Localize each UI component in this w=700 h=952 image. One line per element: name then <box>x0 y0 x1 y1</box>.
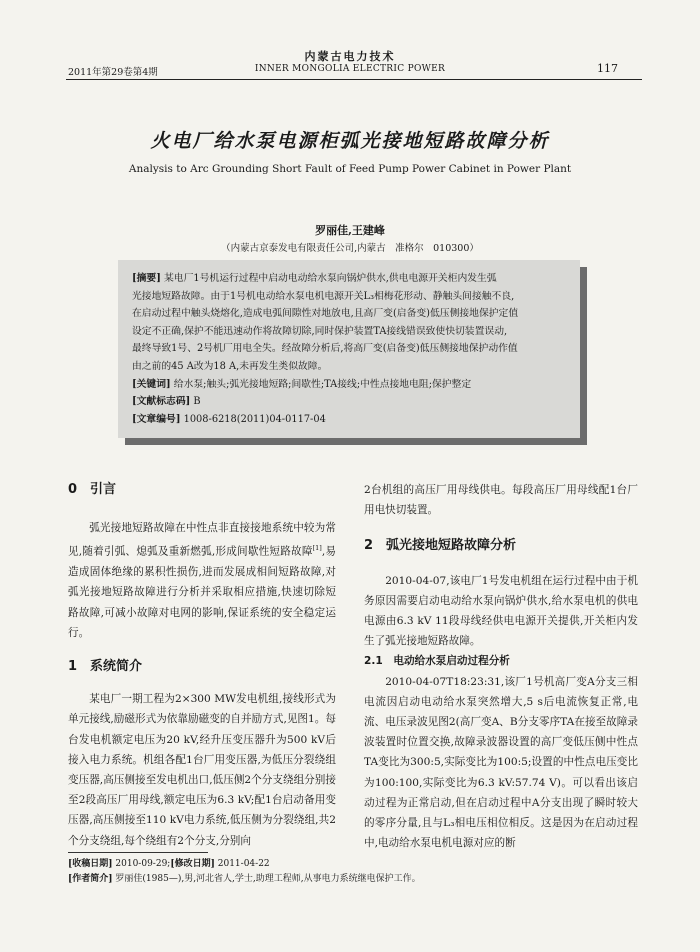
section-0-heading: 0 引言 <box>68 482 117 497</box>
article-title-cn: 火电厂给水泵电源柜弧光接地短路故障分析 <box>150 130 550 152</box>
abstract-box <box>118 260 580 438</box>
journal-title-cn: 内蒙古电力技术 <box>304 50 396 63</box>
received-label: [收稿日期] <box>68 859 113 869</box>
doc-code-label: [文献标志码] <box>132 396 191 408</box>
article-number <box>132 411 570 429</box>
article-title-en: Analysis to Arc Grounding Short Fault of Feed Pump Power Cabinet in Power Plant <box>128 163 572 175</box>
section-1-paragraph: 某电厂一期工程为2×300 MW发电机组,接线形式为单元接线,励磁形式为依靠励磁变的自并励方式,见图1。每台发电机额定电压为20 kV,经升压变压器升为500 kV后接入电力系统。机组各配1台厂用变压器,为低压分裂绕组变压器,高压侧接至发电机出口,低压侧2个分支绕组分别接至2段高压厂用母线,额定电压为6.3 kV;配1台启动备用变压器,高压侧接至110 kV电力系统,低压侧为分裂绕组,共2个分支绕组,每个绕组有2个分支,分别向 <box>68 693 336 847</box>
abstract-line: 由之前的45 A改为18 A,未再发生类似故障。 <box>132 360 328 372</box>
abstract-line-text: 某电厂1号机运行过程中启动电动给水泵向锅炉供水,供电电源开关柜内发生弧 <box>164 273 497 284</box>
abstract-text <box>132 270 570 428</box>
left-column <box>68 480 336 851</box>
paragraph-text: ,易造成固体绝缘的累积性损伤,进而发展成相间短路故障,对弧光接地短路故障进行分析并采取相应措施,快速切除短路故障,可减小故障对电网的影响,保证系统的安全稳定运行。 <box>68 545 337 639</box>
paragraph-text: 弧光接地短路故障在中性点非直接接地系统中较为常见,随着引弧、熄弧及重新燃弧,形成间歇性短路故障 <box>68 522 336 558</box>
journal-title-en: INNER MONGOLIA ELECTRIC POWER <box>254 64 446 74</box>
section-2-paragraph: 2010-04-07,该电厂1号发电机组在运行过程中由于机务原因需要启动电动给水泵向锅炉供水,给水泵电机的供电电源由6.3 kV 11段母线经供电电源开关提供,开关柜内发生了弧光接地短路故障。 <box>364 574 638 648</box>
author-bio: 罗丽佳(1985—),男,河北省人,学士,助理工程师,从事电力系统继电保护工作。 <box>115 874 421 884</box>
affiliation: （内蒙古京泰发电有限责任公司,内蒙古 准格尔 010300） <box>221 243 479 254</box>
abstract-line: 设定不正确,保护不能迅速动作将故障切除,同时保护装置TA接线错误致使快切装置误动, <box>132 325 508 337</box>
abstract-line: 光接地短路故障。由于1号机电动给水泵电机电源开关L₃相梅花形动、静触头间接触不良, <box>132 290 515 302</box>
abstract-line: 在启动过程中触头烧熔化,造成电弧间隙性对地放电,且高厂变(启备变)低压侧接地保护定值 <box>132 308 519 320</box>
abstract-line <box>132 270 570 288</box>
page-number: 117 <box>597 62 618 75</box>
section-2-heading: 2 弧光接地短路故障分析 <box>364 538 517 554</box>
footnote-author <box>68 871 421 884</box>
received-date: 2010-09-29; <box>115 859 171 869</box>
section-0-paragraph <box>68 518 336 643</box>
section-1-continued: 2台机组的高压厂用母线供电。每段高压厂用母线配1台厂用电快切装置。 <box>364 484 638 517</box>
author-bio-label: [作者简介] <box>68 874 113 884</box>
authors: 罗丽佳,王建峰 <box>315 224 385 237</box>
section-2-1-heading: 2.1 电动给水泵启动过程分析 <box>364 655 510 668</box>
header-rule <box>66 79 642 80</box>
footnote-rule <box>68 852 208 853</box>
keywords-value: 给水泵;触头;弧光接地短路;间歇性;TA接线;中性点接地电阻;保护整定 <box>173 378 472 390</box>
footnote-dates <box>68 856 270 869</box>
article-number-value: 1008-6218(2011)04-0117-04 <box>183 413 326 425</box>
section-1-heading: 1 系统简介 <box>68 658 143 674</box>
article-number-label: [文章编号] <box>132 413 181 425</box>
revised-label: [修改日期] <box>170 859 215 869</box>
right-column <box>364 480 638 853</box>
citation-ref: [1] <box>312 544 322 553</box>
keywords-label: [关键词] <box>132 378 171 390</box>
doc-code-value: B <box>193 396 201 408</box>
abstract-line: 最终导致1号、2号机厂用电全失。经故障分析后,将高厂变(启备变)低压侧接地保护动作值 <box>132 343 518 355</box>
issue-info: 2011年第29卷第4期 <box>68 67 158 78</box>
abstract-label: [摘要] <box>132 273 161 284</box>
section-2-1-paragraph: 2010-04-07T18:23:31,该厂1号机高厂变A分支三相电流因启动电动给水泵突然增大,5 s后电流恢复正常,电流、电压录波见图2(高厂变A、B分支零序TA在接至故障录波装置时位置交换,故障录波器设置的高厂变低压侧中性点TA变比为300:5,实际变比为100:5;设置的中性点电压变比为100:100,实际变比为6.3 kV:57.74 V)。可以看出该启动过程为正常启动,但在启动过程中A分支出现了瞬时较大的零序分量,且与L₃相电压相位相反。这是因为在启动过程中,电动给水泵电机电源对应的断 <box>364 675 638 850</box>
doc-code <box>132 393 570 411</box>
keywords <box>132 376 570 394</box>
revised-date: 2011-04-22 <box>217 859 270 869</box>
